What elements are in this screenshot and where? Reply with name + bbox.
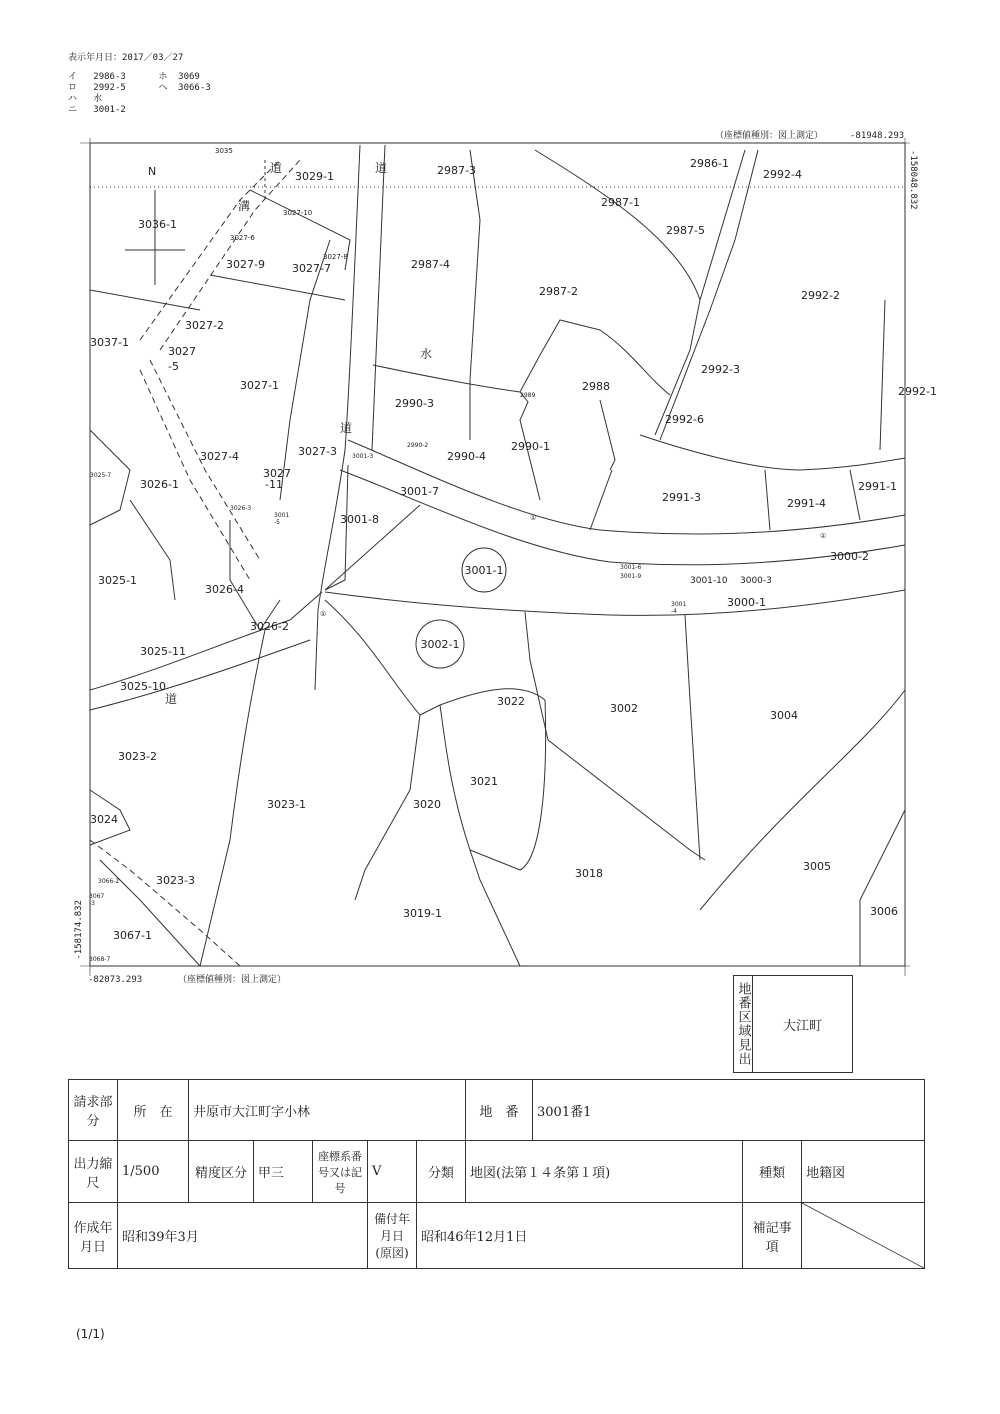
map-frame	[90, 143, 905, 966]
coord-note-top: （座標値種別：図上測定）	[715, 131, 824, 141]
parcel-label: 3025-10	[120, 680, 166, 693]
parcel-label: 3006	[870, 905, 898, 918]
parcel-label: 3001-8	[340, 513, 379, 526]
parcel-label: -5	[168, 360, 179, 373]
parcel-label: 3067	[89, 893, 105, 900]
parcel-label: 2990-2	[407, 442, 429, 449]
type-label: 種類	[743, 1141, 802, 1203]
parcel-label: 3026-3	[230, 505, 252, 512]
north-label: N	[148, 165, 157, 178]
scale-value: 1/500	[118, 1141, 189, 1203]
parcel-label: 3067-1	[113, 929, 152, 942]
lot-value: 3001番1	[533, 1080, 925, 1141]
parcel-label: 3000-3	[740, 576, 772, 586]
parcel-label: 2992-1	[898, 385, 937, 398]
parcel-label: 3027-1	[240, 379, 279, 392]
coord-note-bottom: （座標値種別：図上測定）	[178, 975, 287, 985]
parcel-label: 3026-2	[250, 620, 289, 633]
note-strike	[802, 1203, 924, 1268]
loc-value: 井原市大江町字小林	[189, 1080, 466, 1141]
parcel-label: 2990-1	[511, 440, 550, 453]
display-date: 表示年月日：2017／03／27	[68, 53, 184, 63]
water-label: 水	[420, 347, 433, 361]
req-label: 請求部分	[69, 1080, 118, 1141]
parcel-label: 3001	[274, 512, 290, 519]
dated-value: 昭和46年12月1日	[417, 1203, 743, 1269]
parcel-label: 3001-3	[352, 453, 374, 460]
parcel-label: 2986-1	[690, 157, 729, 170]
district-legend-value: 大江町	[782, 1018, 822, 1034]
road-label: 道	[165, 692, 178, 706]
parcel-label: 3027-7	[292, 262, 331, 275]
parcel-label: 2992-6	[665, 413, 704, 426]
parcel-label: 3018	[575, 867, 603, 880]
parcel-label: 3000-2	[830, 550, 869, 563]
scale-label: 出力縮尺	[69, 1141, 118, 1203]
parcel-label: -3	[89, 900, 95, 907]
header-legend: イ 2986-3 ホ 3069 ロ 2992-5 ヘ 3066-3 ハ 水 ニ 3001-2	[68, 72, 211, 115]
parcel-label: 3022	[497, 695, 525, 708]
parcel-label: 3023-1	[267, 798, 306, 811]
parcel-label: 3004	[770, 709, 798, 722]
parcel-label: 3000-1	[727, 596, 766, 609]
point-marker: ①	[820, 532, 827, 540]
class-label: 分類	[417, 1141, 466, 1203]
parcel-label: 3027-3	[298, 445, 337, 458]
road-label: 道	[375, 161, 388, 175]
parcel-label: 3023-3	[156, 874, 195, 887]
parcel-label: 3025-7	[90, 472, 112, 479]
parcel-label: 3001-7	[400, 485, 439, 498]
parcel-label: -5	[274, 519, 280, 526]
district-legend-label: 地番区域見出	[735, 982, 751, 1066]
parcel-label: 3068-7	[89, 956, 111, 963]
parcel-label: -11	[265, 478, 283, 491]
road-label: 道	[270, 161, 283, 175]
coord-top-x: -81948.293	[850, 131, 905, 141]
parcel-label: 3019-1	[403, 907, 442, 920]
parcel-label: 3027-4	[200, 450, 239, 463]
lot-label: 地 番	[466, 1080, 533, 1141]
created-label: 作成年月日	[69, 1203, 118, 1269]
coord-bottom-x: -82073.293	[88, 975, 143, 985]
info-table	[68, 1079, 925, 1269]
parcel-label: 3001	[671, 601, 687, 608]
parcel-label: 2990-3	[395, 397, 434, 410]
parcel-label: 2991-3	[662, 491, 701, 504]
parcel-label: 3002	[610, 702, 638, 715]
parcel-label: 3023-2	[118, 750, 157, 763]
parcel-label: 3001-10	[690, 576, 728, 586]
page-indicator: (1/1)	[76, 1327, 105, 1341]
parcel-label: 3001-9	[620, 573, 642, 580]
ditch-label: 溝	[238, 199, 251, 213]
point-marker: ①	[530, 514, 537, 522]
parcel-label: 3027-9	[226, 258, 265, 271]
parcel-label: -4	[671, 608, 677, 615]
parcel-label: 3027-6	[230, 234, 255, 242]
parcel-label: 2987-2	[539, 285, 578, 298]
district-legend-box	[733, 975, 853, 1073]
coord-system-value: V	[368, 1141, 417, 1203]
parcel-label: 3021	[470, 775, 498, 788]
parcel-label: 3027	[263, 467, 291, 480]
loc-label: 所 在	[118, 1080, 189, 1141]
parcel-label: 2988	[582, 380, 610, 393]
parcel-label: 3001-6	[620, 564, 642, 571]
parcel-label: 2990-4	[447, 450, 486, 463]
parcel-label: 3005	[803, 860, 831, 873]
class-value: 地図(法第１４条第１項)	[466, 1141, 743, 1203]
parcel-label: 3027	[168, 345, 196, 358]
parcel-label: 3037-1	[90, 336, 129, 349]
coord-system-label: 座標系番号又は記号	[313, 1141, 368, 1203]
note-label: 補記事項	[743, 1203, 802, 1269]
parcel-label: 3020	[413, 798, 441, 811]
road-label: 道	[340, 421, 353, 435]
parcel-label: 3036-1	[138, 218, 177, 231]
parcel-label: 2991-4	[787, 497, 826, 510]
parcel-label: 3026-4	[205, 583, 244, 596]
circled-parcel-3001-1: 3001-1	[464, 564, 504, 577]
parcel-label: 3024	[90, 813, 118, 826]
parcel-label: 3027-10	[283, 209, 313, 217]
parcel-label: 3025-1	[98, 574, 137, 587]
parcel-label: 3029-1	[295, 170, 334, 183]
parcel-label: 2992-4	[763, 168, 802, 181]
parcel-label: 2987-1	[601, 196, 640, 209]
type-value: 地籍図	[802, 1141, 925, 1203]
precision-value: 甲三	[254, 1141, 313, 1203]
parcel-label: 2989	[520, 392, 536, 399]
point-marker: ①	[320, 610, 327, 618]
parcel-label: 2992-3	[701, 363, 740, 376]
parcel-label: 2987-3	[437, 164, 476, 177]
parcel-label: 3035	[215, 147, 233, 155]
parcel-label: 3027-8	[323, 253, 348, 261]
coord-left-y: -158174.832	[74, 900, 84, 960]
parcel-label: 2991-1	[858, 480, 897, 493]
note-value	[802, 1203, 925, 1269]
created-value: 昭和39年3月	[118, 1203, 368, 1269]
parcel-label: 3027-2	[185, 319, 224, 332]
parcel-label: 3025-11	[140, 645, 186, 658]
parcel-label: 3026-1	[140, 478, 179, 491]
parcel-label: 2987-5	[666, 224, 705, 237]
precision-label: 精度区分	[189, 1141, 254, 1203]
circled-parcel-3002-1: 3002-1	[420, 638, 460, 651]
parcel-label: 3066-2	[98, 878, 120, 885]
parcel-label: 2992-2	[801, 289, 840, 302]
dated-label: 備付年月日(原図)	[368, 1203, 417, 1269]
coord-right-y: -158048.832	[908, 150, 918, 210]
parcel-label: 2987-4	[411, 258, 450, 271]
